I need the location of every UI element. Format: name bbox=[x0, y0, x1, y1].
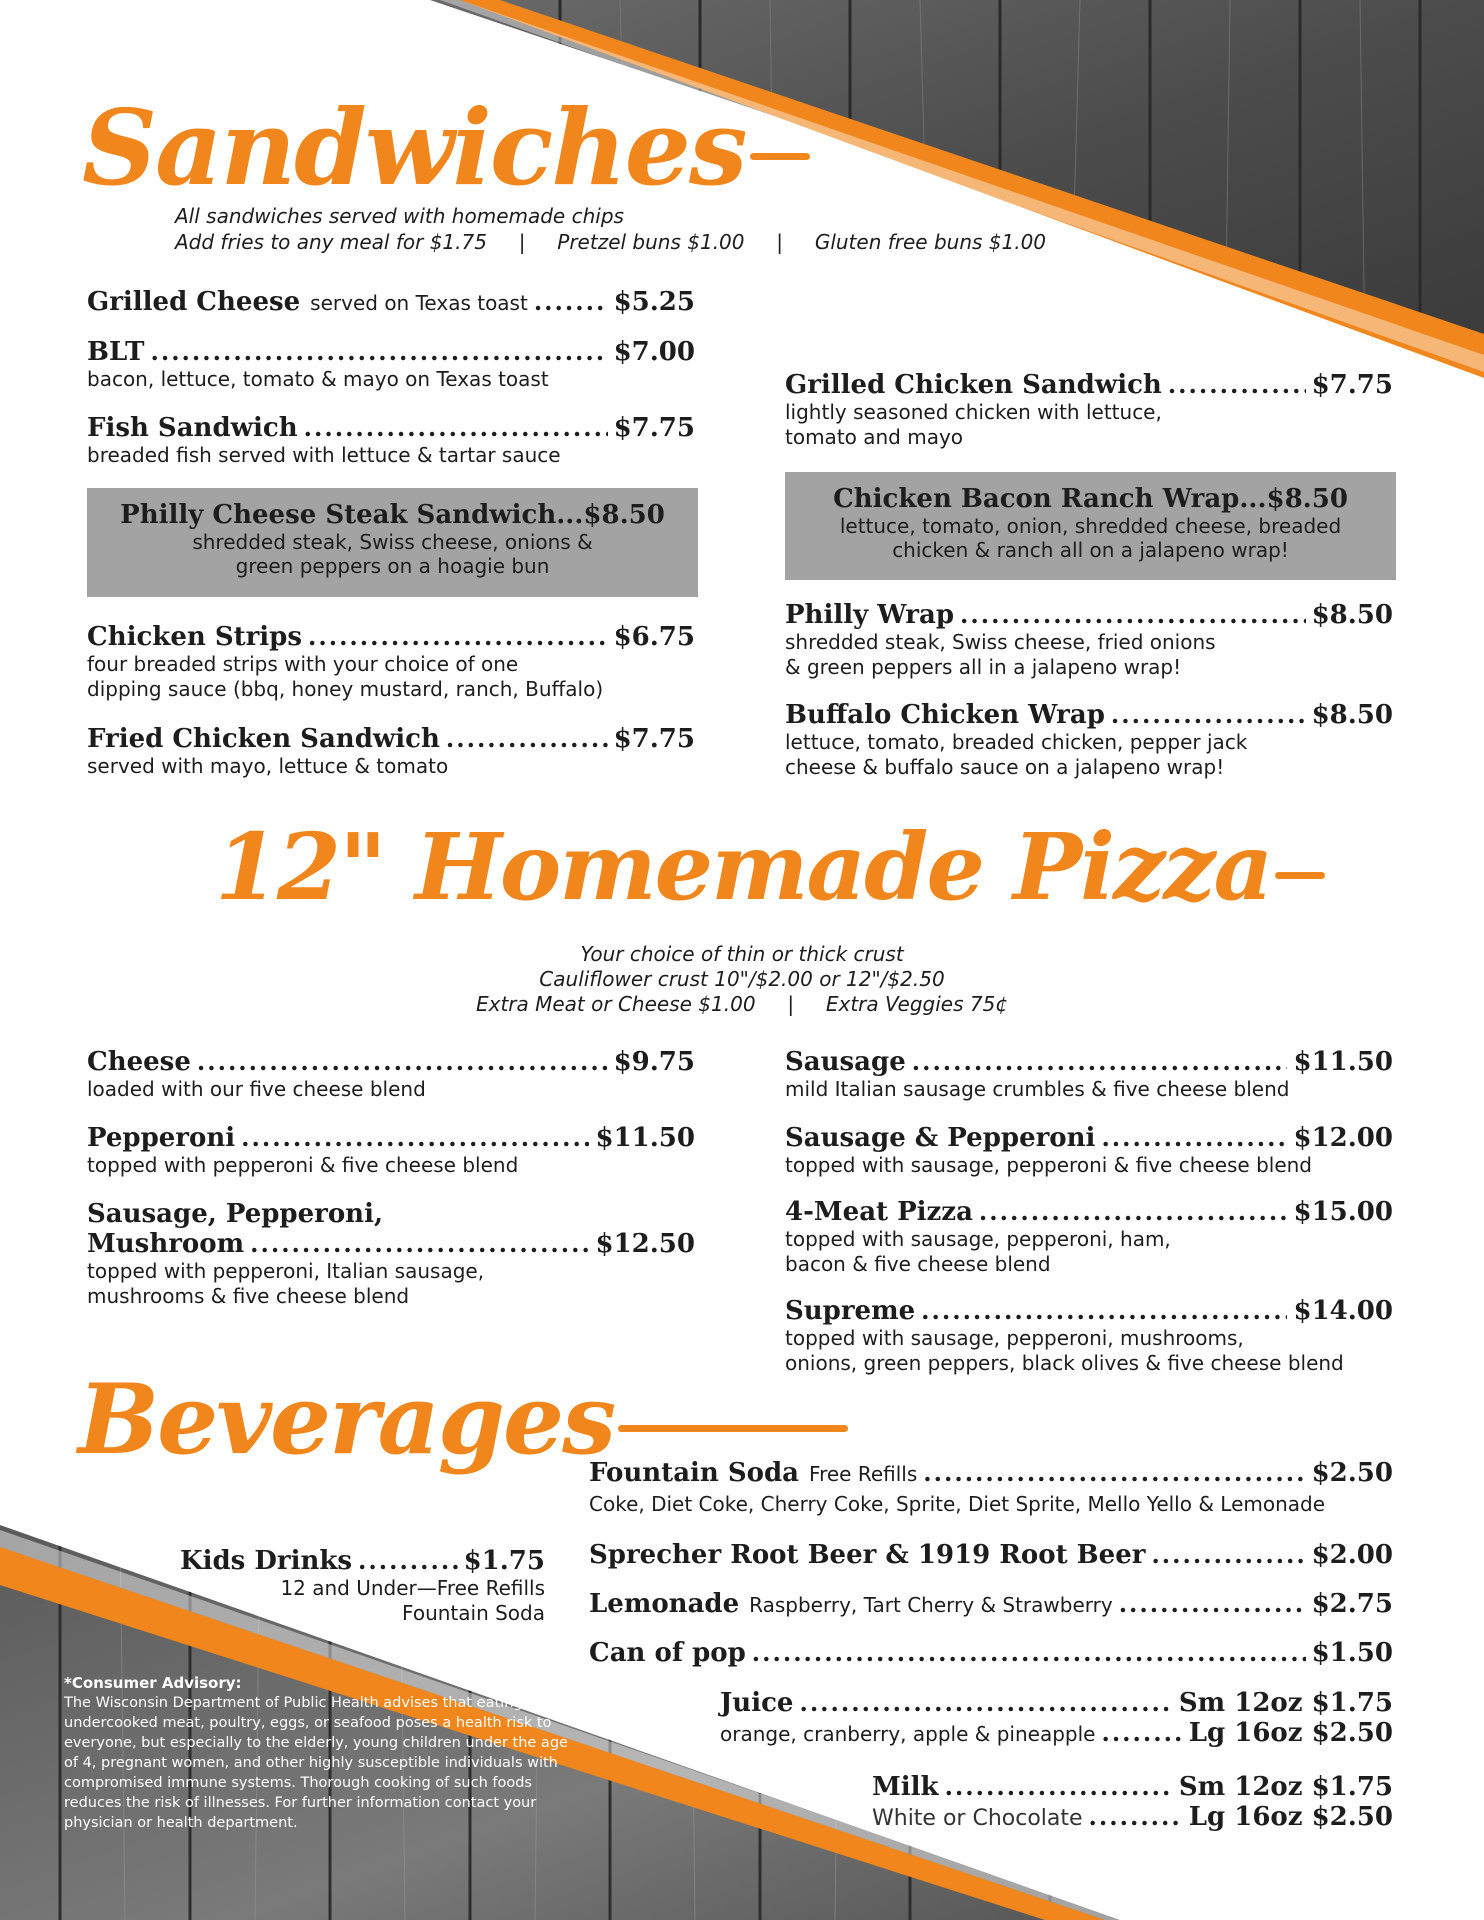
pizza-subtitle-3: Extra Meat or Cheese $1.00 | Extra Veggies 75¢ bbox=[475, 992, 1009, 1016]
item-pepperoni-pizza: Pepperoni ..... $11.50 topped with pepperoni & five cheese blend bbox=[87, 1123, 695, 1178]
item-buffalo-chicken-wrap: Buffalo Chicken Wrap ..... $8.50 lettuce, tomato, breaded chicken, pepper jack cheese & buffalo sauce on a jalapeno wrap! bbox=[785, 700, 1393, 780]
item-kids-drinks: Kids Drinks ..... $1.75 12 and Under—Free Refills Fountain Soda bbox=[180, 1546, 545, 1626]
pizza-subtitle-2: Cauliflower crust 10"/$2.00 or 12"/$2.50 bbox=[539, 967, 945, 991]
featured-philly-cheese-steak: Philly Cheese Steak Sandwich...$8.50 shredded steak, Swiss cheese, onions & green peppers on a hoagie bun bbox=[87, 488, 698, 597]
advisory-text: The Wisconsin Department of Public Health advises that eating raw or undercooked meat, poultry, eggs, or seafood poses a health risk to everyone, but especially to the elderly, young children under the age of 4, pregnant women, and other highly susceptible individuals with compromised immune systems. Thorough cooking of such foods reduces the risk of illnesses. For further information contact your physician or health department. bbox=[64, 1695, 574, 1831]
sandwiches-subtitle-2: Add fries to any meal for $1.75 | Pretzel buns $1.00 | Gluten free buns $1.00 bbox=[175, 230, 1047, 254]
title-swash bbox=[618, 1425, 848, 1432]
item-lemonade: Lemonade Raspberry, Tart Cherry & Strawberry ..... $2.75 bbox=[589, 1589, 1393, 1619]
item-fountain-soda: Fountain Soda Free Refills ..... $2.50 Coke, Diet Coke, Cherry Coke, Sprite, Diet Sprite, Mello Yello & Lemonade bbox=[589, 1458, 1393, 1517]
pizza-subtitle-1: Your choice of thin or thick crust bbox=[580, 942, 904, 966]
title-swash bbox=[1275, 872, 1325, 879]
item-fish-sandwich: Fish Sandwich ..... $7.75 breaded fish served with lettuce & tartar sauce bbox=[87, 413, 695, 468]
item-root-beer: Sprecher Root Beer & 1919 Root Beer ..... $2.00 bbox=[589, 1540, 1393, 1570]
item-juice: Juice ..... Sm 12oz $1.75 orange, cranberry, apple & pineapple ..... Lg 16oz $2.50 bbox=[720, 1688, 1393, 1748]
item-4-meat-pizza: 4-Meat Pizza ..... $15.00 topped with sausage, pepperoni, ham, bacon & five cheese blend bbox=[785, 1197, 1393, 1277]
featured-chicken-bacon-ranch-wrap: Chicken Bacon Ranch Wrap...$8.50 lettuce, tomato, onion, shredded cheese, breaded chicken & ranch all on a jalapeno wrap! bbox=[785, 472, 1396, 580]
item-philly-wrap: Philly Wrap ..... $8.50 shredded steak, Swiss cheese, fried onions & green peppers all in a jalapeno wrap! bbox=[785, 600, 1393, 680]
title-swash bbox=[750, 153, 810, 160]
item-chicken-strips: Chicken Strips ..... $6.75 four breaded strips with your choice of one dipping sauce (bbq, honey mustard, ranch, Buffalo) bbox=[87, 622, 695, 702]
pizza-title: 12" Homemade Pizza bbox=[215, 812, 1325, 922]
item-sausage-pepperoni-pizza: Sausage & Pepperoni ..... $12.00 topped with sausage, pepperoni & five cheese blend bbox=[785, 1123, 1393, 1178]
sandwiches-title: Sandwiches bbox=[82, 88, 810, 208]
item-grilled-cheese: Grilled Cheese served on Texas toast ..... $5.25 bbox=[87, 287, 695, 317]
item-can-of-pop: Can of pop ..... $1.50 bbox=[589, 1638, 1393, 1668]
item-sausage-pizza: Sausage ..... $11.50 mild Italian sausage crumbles & five cheese blend bbox=[785, 1047, 1393, 1102]
item-milk: Milk ..... Sm 12oz $1.75 White or Chocolate ..... Lg 16oz $2.50 bbox=[872, 1772, 1393, 1832]
item-supreme-pizza: Supreme ..... $14.00 topped with sausage, pepperoni, mushrooms, onions, green peppers, black olives & five cheese blend bbox=[785, 1296, 1393, 1376]
consumer-advisory bbox=[64, 1673, 584, 1833]
item-blt: BLT ..... $7.00 bacon, lettuce, tomato & mayo on Texas toast bbox=[87, 337, 695, 392]
item-fried-chicken-sandwich: Fried Chicken Sandwich ..... $7.75 served with mayo, lettuce & tomato bbox=[87, 724, 695, 779]
sandwiches-subtitle-1: All sandwiches served with homemade chips bbox=[175, 204, 624, 228]
item-cheese-pizza: Cheese ..... $9.75 loaded with our five cheese blend bbox=[87, 1047, 695, 1102]
advisory-title: *Consumer Advisory: bbox=[64, 1674, 242, 1692]
beverages-title: Beverages bbox=[78, 1362, 848, 1478]
item-sausage-pepperoni-mushroom-pizza: Sausage, Pepperoni, Mushroom ..... $12.50 topped with pepperoni, Italian sausage, mushrooms & five cheese blend bbox=[87, 1199, 695, 1309]
item-grilled-chicken-sandwich: Grilled Chicken Sandwich ..... $7.75 lightly seasoned chicken with lettuce, tomato and mayo bbox=[785, 370, 1393, 450]
